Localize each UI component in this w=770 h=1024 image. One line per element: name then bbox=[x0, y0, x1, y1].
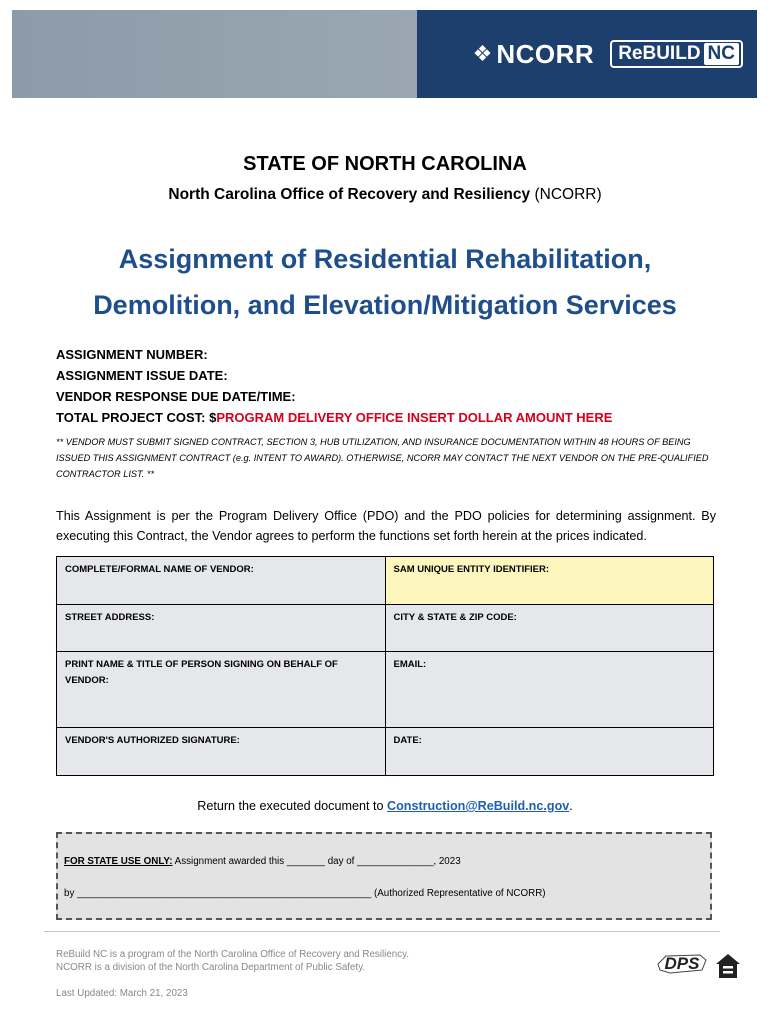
dps-logo bbox=[656, 950, 708, 978]
return-email-link[interactable]: Construction@ReBuild.nc.gov bbox=[386, 799, 570, 813]
vendor-info-table bbox=[56, 556, 714, 776]
dps-logo-text: DPS bbox=[664, 954, 700, 973]
office-abbr: (NCORR) bbox=[534, 186, 602, 203]
header-banner bbox=[12, 10, 757, 98]
return-suffix: . bbox=[569, 799, 573, 813]
print-name-title-field[interactable]: PRINT NAME & TITLE OF PERSON SIGNING ON BEHALF OF VENDOR: bbox=[57, 652, 386, 728]
rebuild-logo-nc: NC bbox=[704, 43, 739, 65]
assignment-number-label: ASSIGNMENT NUMBER: bbox=[56, 347, 208, 362]
signature-field[interactable]: VENDOR'S AUTHORIZED SIGNATURE: bbox=[57, 728, 386, 776]
assignment-issue-date-label: ASSIGNMENT ISSUE DATE: bbox=[56, 368, 228, 383]
return-instruction bbox=[0, 799, 770, 813]
state-heading: STATE OF NORTH CAROLINA bbox=[243, 153, 527, 175]
vendor-notice: ** VENDOR MUST SUBMIT SIGNED CONTRACT, SECTION 3, HUB UTILIZATION, AND INSURANCE DOCUMENTATION WITHIN 48 HOURS OF BEING ISSUED THIS ASSIGNMENT CONTRACT (e.g. INTENT TO AWARD). OTHERWISE, NCORR MAY CONTACT THE NEXT VENDOR ON THE PRE-QUALIFIED CONTRACTOR LIST. ** bbox=[56, 437, 709, 479]
equal-housing-icon bbox=[714, 952, 742, 980]
rebuild-nc-logo bbox=[610, 40, 743, 68]
title-line-1: Assignment of Residential Rehabilitation, bbox=[118, 244, 652, 274]
assignment-paragraph: This Assignment is per the Program Delivery Office (PDO) and the PDO policies for determining assignment. By executing this Contract, the Vendor agrees to perform the functions set forth herein at the prices indicated. bbox=[56, 509, 716, 543]
footer-line-1: ReBuild NC is a program of the North Carolina Office of Recovery and Resiliency. bbox=[56, 949, 410, 960]
last-updated: Last Updated: March 21, 2023 bbox=[56, 988, 188, 999]
rebuild-logo-text: ReBUILD bbox=[618, 43, 701, 64]
state-use-box bbox=[56, 832, 712, 920]
total-cost-placeholder: PROGRAM DELIVERY OFFICE INSERT DOLLAR AMOUNT HERE bbox=[216, 410, 613, 425]
footer-divider bbox=[44, 931, 720, 932]
city-state-zip-field[interactable]: CITY & STATE & ZIP CODE: bbox=[385, 604, 714, 652]
title-line-2: Demolition, and Elevation/Mitigation Services bbox=[93, 290, 677, 320]
footer-text bbox=[56, 948, 409, 974]
total-cost-label: TOTAL PROJECT COST: $ bbox=[56, 410, 217, 425]
banner-navy-panel bbox=[417, 10, 757, 98]
state-use-line-1 bbox=[64, 856, 461, 867]
vendor-response-due-label: VENDOR RESPONSE DUE DATE/TIME: bbox=[56, 389, 296, 404]
ncorr-diamond-icon: ❖ bbox=[472, 41, 493, 66]
state-use-line-2: by ______________________________________________________ (Authorized Representative of NCORR) bbox=[64, 888, 546, 899]
return-prefix: Return the executed document to bbox=[197, 799, 387, 813]
banner-gray-panel bbox=[12, 10, 417, 98]
ncorr-logo bbox=[473, 39, 595, 70]
assignment-fields bbox=[56, 344, 612, 428]
footer-line-2: NCORR is a division of the North Carolina Department of Public Safety. bbox=[56, 962, 366, 973]
state-use-award-text: Assignment awarded this _______ day of ______________, 2023 bbox=[172, 856, 461, 867]
sam-uei-field[interactable]: SAM UNIQUE ENTITY IDENTIFIER: bbox=[385, 557, 714, 605]
vendor-name-field[interactable]: COMPLETE/FORMAL NAME OF VENDOR: bbox=[57, 557, 386, 605]
ncorr-logo-text: NCORR bbox=[496, 38, 595, 69]
date-field[interactable]: DATE: bbox=[385, 728, 714, 776]
document-title bbox=[0, 236, 770, 328]
email-field[interactable]: EMAIL: bbox=[385, 652, 714, 728]
state-use-label: FOR STATE USE ONLY: bbox=[64, 856, 173, 867]
total-project-cost bbox=[56, 407, 612, 428]
office-heading bbox=[0, 186, 770, 204]
street-address-field[interactable]: STREET ADDRESS: bbox=[57, 604, 386, 652]
office-name: North Carolina Office of Recovery and Resiliency bbox=[168, 186, 531, 203]
